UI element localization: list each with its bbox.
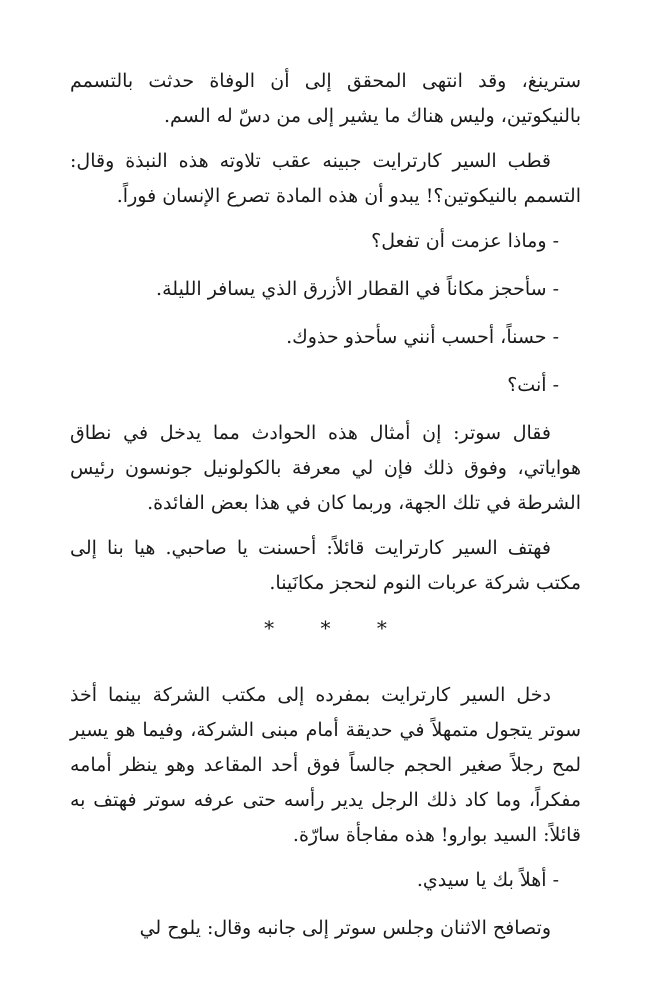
- dialogue-line-5: - أهلاً بك يا سيدي.: [416, 869, 559, 891]
- dialogue-line-3: - حسناً، أحسب أنني سأحذو حذوك.: [286, 326, 559, 348]
- paragraph-1: سترينغ، وقد انتهى المحقق إلى أن الوفاة حدثت بالتسمم بالنيكوتين، وليس هناك ما يشير إلى من دسّ له السم.: [70, 70, 581, 127]
- paragraph-2: قطب السير كارترايت جبينه عقب تلاوته هذه النبذة وقال: التسمم بالنيكوتين؟! يبدو أن هذه المادة تصرع الإنسان فوراً.: [70, 150, 581, 207]
- book-page: [70, 64, 581, 956]
- paragraph-4: فهتف السير كارترايت قائلاً: أحسنت يا صاحبي. هيا بنا إلى مكتب شركة عربات النوم لنحجز مكانَينا.: [70, 537, 581, 594]
- dialogue-line-1: - وماذا عزمت أن تفعل؟: [371, 230, 559, 252]
- dialogue-line-4: - أنت؟: [507, 374, 559, 396]
- paragraph-5: دخل السير كارترايت بمفرده إلى مكتب الشركة بينما أخذ سوتر يتجول متمهلاً في حديقة أمام مبنى الشركة، وفيما هو يسير لمح رجلاً صغير الحجم جالساً فوق أحد المقاعد وهو ينظر أمامه مفكراً، وما كاد ذلك الرجل يدير رأسه حتى عرفه سوتر فهتف به قائلاً: السيد بوارو! هذه مفاجأة سارّة.: [70, 684, 581, 846]
- dialogue-line-2: - سأحجز مكاناً في القطار الأزرق الذي يسافر الليلة.: [156, 278, 559, 300]
- section-separator: * * *: [264, 616, 407, 640]
- paragraph-3: فقال سوتر: إن أمثال هذه الحوادث مما يدخل في نطاق هواياتي، وفوق ذلك فإن لي معرفة بالكولونيل جونسون رئيس الشرطة في تلك الجهة، وربما كان في هذا بعض الفائدة.: [70, 422, 581, 514]
- paragraph-6: وتصافح الاثنان وجلس سوتر إلى جانبه وقال: يلوح لي: [139, 917, 551, 939]
